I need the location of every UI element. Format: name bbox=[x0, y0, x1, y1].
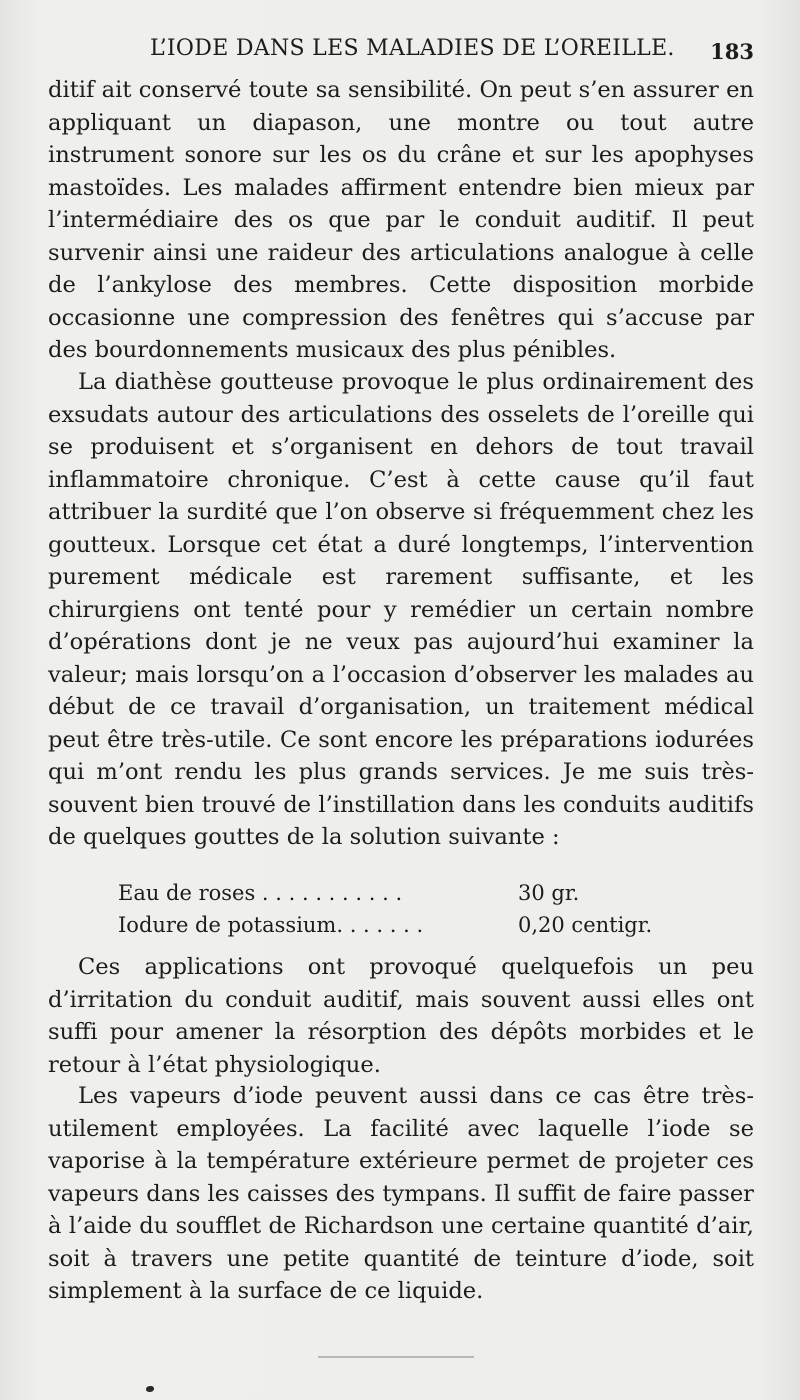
running-title: L’IODE DANS LES MALADIES DE L’OREILLE. bbox=[150, 36, 675, 61]
page-header bbox=[0, 34, 800, 68]
paragraph-4: Les vapeurs d’iode peuvent aussi dans ce cas être très-utilement employées. La facilité avec laquelle l’iode se vaporise à la température extérieure permet de projeter ces vapeurs dans les caisses des tympans. Il suffit de faire passer à l’aide du soufflet de Richardson une certaine quantité d’air, soit à travers une petite quantité de teinture d’iode, soit simplement à la surface de ce liquide. bbox=[48, 1083, 754, 1304]
ingredient-quantity: 0,20 centigr. bbox=[518, 913, 653, 937]
ingredient-name: Eau de roses . . . . . . . . . . . bbox=[118, 881, 403, 905]
footnote-divider bbox=[318, 1356, 474, 1358]
paragraph-1: ditif ait conservé toute sa sensibilité. On peut s’en assurer en appliquant un diapason, une montre ou tout autre instrument sonore sur les os du crâne et sur les apophyses mastoïdes. Les malades affirment entendre bien mieux par l’intermédiaire des os que par le conduit auditif. Il peut survenir ainsi une raideur des articulations analogue à celle de l’ankylose des membres. Cette disposition morbide occasionne une compression des fenêtres qui s’accuse par des bourdonnements musicaux des plus pénibles. bbox=[48, 77, 754, 363]
ingredient-name: Iodure de potassium. . . . . . . bbox=[118, 913, 424, 937]
prescription-formula bbox=[118, 877, 678, 941]
formula-line bbox=[118, 877, 678, 909]
paragraph-3: Ces applications ont provoqué quelquefois un peu d’irritation du conduit auditif, mais souvent aussi elles ont suffi pour amener la résorption des dépôts morbides et le retour à l’état physiologique. bbox=[48, 954, 754, 1078]
page-number: 183 bbox=[710, 39, 754, 64]
ink-speck bbox=[146, 1386, 154, 1392]
ingredient-quantity: 30 gr. bbox=[518, 881, 580, 905]
paragraph-2: La diathèse goutteuse provoque le plus ordinairement des exsudats autour des articulations des osselets de l’oreille qui se produisent et s’organisent en dehors de tout travail inflammatoire chronique. C’est à cette cause qu’il faut attribuer la surdité que l’on observe si fréquemment chez les goutteux. Lorsque cet état a duré longtemps, l’intervention purement médicale est rarement suffisante, et les chirurgiens ont tenté pour y remédier un certain nombre d’opérations dont je ne veux pas aujourd’hui examiner la valeur; mais lorsqu’on a l’occasion d’observer les malades au début de ce travail d’organisation, un traitement médical peut être très-utile. Ce sont encore les préparations iodurées qui m’ont rendu les plus grands services. Je me suis très-souvent bien trouvé de l’instillation dans les conduits auditifs de quelques gouttes de la solution suivante : bbox=[48, 369, 754, 850]
formula-line bbox=[118, 909, 678, 941]
